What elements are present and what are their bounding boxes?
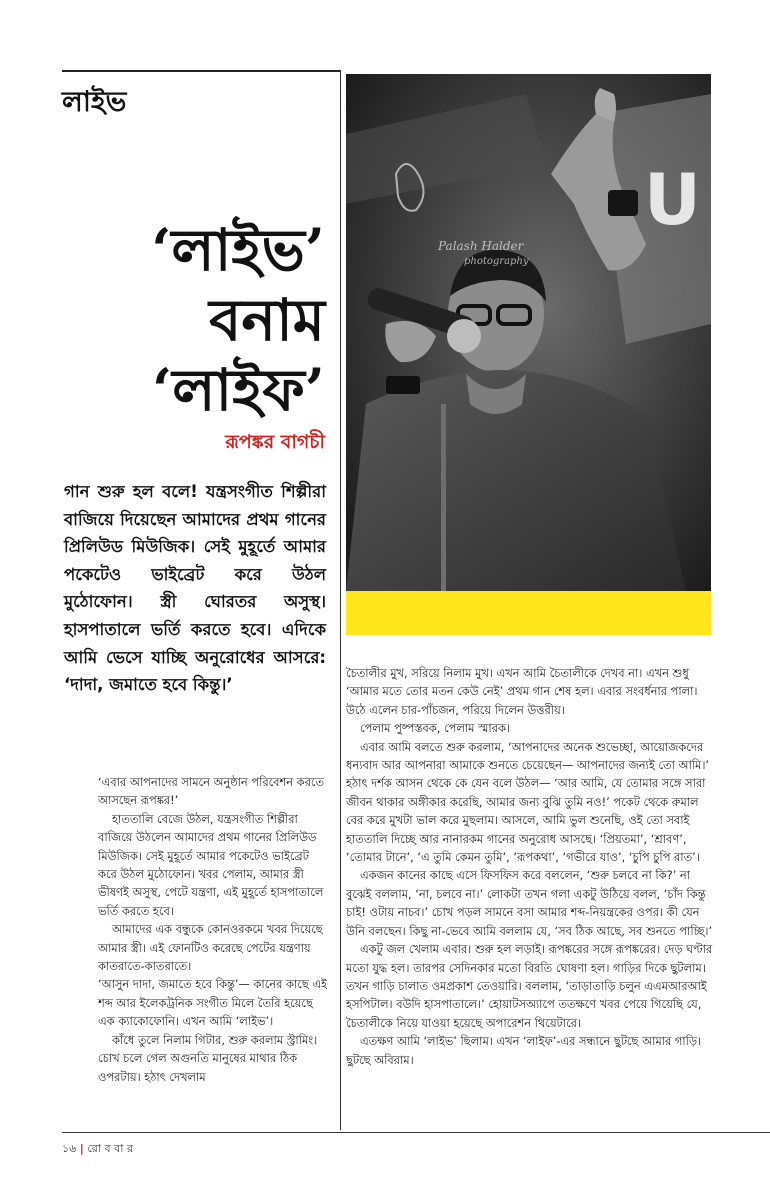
body-paragraph: ‘আসুন দাদা, জমাতে হবে কিন্তু’— কানের কাছে এই শব্দ আর ইলেকট্রনিক সংগীত মিলে তৈরি হয়েছে এক ক্যাকোফোনি। এখন আমি ‘লাইভ’।: [98, 977, 327, 1029]
author-byline: রূপঙ্কর বাগচী: [225, 431, 325, 453]
page-number: ১৬: [62, 1142, 77, 1155]
body-paragraph: পেলাম পুষ্পস্তবক, পেলাম স্মারক।: [360, 721, 510, 736]
body-paragraph: হাততালি বেজে উঠল, যন্ত্রসংগীত শিল্পীরা বাজিয়ে উঠলেন আমাদের প্রথম গানের প্রিলিউড মিউজিক। সেই মুহূর্তে আমার পকেটেও ভাইব্রেট করে উঠল মুঠোফোন। খবর পেলাম, আমার স্ত্রী ভীষণই অসুস্থ, পেটে যন্ত্রণা, এই মুহূর্তে হাসপাতালে ভর্তি করতে হবে।: [98, 811, 324, 918]
body-paragraph: একটু জল খেলাম এবার। শুরু হল লড়াই। রূপঙ্করের সঙ্গে রূপঙ্করের। দেড় ঘণ্টার মতো যুদ্ধ হল। তারপর সেদিনকার মতো বিরতি ঘোষণা হল। গাড়ির দিকে ছুটলাম। তখন গাড়ি চালাত ওমপ্রকাশ তেওয়ারি। বললাম, ‘তাড়াতাড়ি চলুন এএমআরআই হসপিটাল। বউদি হাসপাতালে।’ হোয়াটসঅ্যাপে ততক্ষণে খবর পেয়ে গিয়েছি যে, চৈতালীকে নিয়ে যাওয়া হয়েছে অপারেশন থিয়েটারে।: [346, 942, 713, 1030]
body-paragraph: আমাদের এক বন্ধুকে কোনওরকমে খবর দিয়েছে আমার স্ত্রী। এই ফোনটিও করেছে পেটের যন্ত্রণায় কাতরাতে-কাতরাতে।: [98, 922, 323, 974]
singer-photo: [346, 74, 711, 591]
footer-separator: |: [79, 1142, 84, 1155]
section-top-rule: [62, 70, 340, 72]
lead-text: গান শুরু হল বলে! যন্ত্রসংগীত শিল্পীরা বাজিয়ে দিয়েছেন আমাদের প্রথম গানের প্রিলিউড মিউজিক। সেই মুহূর্তে আমার পকেটেও ভাইব্রেট করে উঠল মুঠোফোন। স্ত্রী ঘোরতর অসুস্থ। হাসপাতালে ভর্তি করতে হবে। এদিকে আমি ভেসে যাচ্ছি অনুরোধের আসরে: ‘দাদা, জমাতে হবে কিন্তু।’: [64, 482, 326, 695]
body-paragraph: একজন কানের কাছে এসে ফিসফিস করে বললেন, ‘শুরু চলবে না কি?’ না বুঝেই বললাম, ‘না, চলবে না।’ লোকটা তখন গলা একটু উঠিয়ে বলল, ‘চাঁদ কিন্তু চাই! ওটায় নাচব।’ চোখ পড়ল সামনে বসা আমার শব্দ-নিয়ন্ত্রকের ওপর। কী যেন উনি বলছেন। কিছু না-ভেবে আমি বললাম যে, ‘সব ঠিক আছে, সব শুনতে পাচ্ছি।’: [346, 868, 713, 938]
watermark-sub: photography: [464, 256, 529, 267]
body-column-right: [346, 664, 716, 1069]
article-headline: [110, 215, 325, 425]
headline-line: বনাম: [209, 286, 325, 354]
page-footer: [62, 1140, 133, 1159]
banner-letter: U: [644, 159, 701, 241]
section-label: লাইভ: [62, 85, 127, 118]
body-paragraph: এবার আমি বলতে শুরু করলাম, ‘আপনাদের অনেক শুভেচ্ছা, আয়োজকদের ধন্যবাদ আর আপনারা আমাকে শুনতে চেয়েছেন— আপনাদের জন্যই তো আমি।’ হঠাৎ দর্শক আসন থেকে কে যেন বলে উঠল— ‘আর আমি, যে তোমার সঙ্গে সারা জীবন থাকার অঙ্গীকার করেছি, আমার জন্য বুঝি তুমি নও!’ পকেট থেকে রুমাল বের করে মুখটা ভাল করে মুছলাম। আসলে, আমি ভুল শুনেছি, ওই তো সবাই হাততালি দিচ্ছে আর নানারকম গানের অনুরোধ আসছে। ‘প্রিয়তমা’, ‘শ্রাবণ’, ‘তোমার টানে’, ‘এ তুমি কেমন তুমি’, ‘রূপকথা’, ‘গভীরে যাও’, ‘চুপি চুপি রাত’।: [346, 739, 710, 865]
watermark-name: Palash Halder: [438, 239, 524, 253]
headline-line: ‘লাইভ’: [151, 216, 325, 284]
body-column-left: [98, 773, 330, 1086]
headline-line: ‘লাইফ’: [152, 356, 325, 424]
photo-caption-band: [346, 591, 711, 635]
body-paragraph: এতক্ষণ আমি ‘লাইভ’ ছিলাম। এখন ‘লাইফ’-এর সন্ধানে ছুটছে আমার গাড়ি। ছুটছে অবিরাম।: [346, 1034, 702, 1067]
column-divider: [340, 70, 341, 1130]
footer-rule: [62, 1132, 770, 1133]
body-paragraph: চৈতালীর মুখ, সরিয়ে নিলাম মুখ। এখন আমি চৈতালীকে দেখব না। এখন শুধু ‘আমার মতে তোর মতন কেউ নেই’ প্রথম গান শেষ হল। এবার সংবর্ধনার পালা। উঠে এলেন চার-পাঁচজন, পরিয়ে দিলেন উত্তরীয়।: [346, 666, 698, 717]
body-paragraph: কাঁধে তুলে নিলাম গিটার, শুরু করলাম স্ট্রামিং। চোখ চলে গেল অগুনতি মানুষের মাথার ঠিক ওপরটায়। হঠাৎ দেখলাম: [98, 1032, 318, 1084]
magazine-name: রো ব বা র: [87, 1142, 134, 1155]
lead-paragraph: [64, 478, 326, 699]
body-paragraph: ‘এবার আপনাদের সামনে অনুষ্ঠান পরিবেশন করতে আসছেন রূপঙ্কর!’: [98, 775, 325, 808]
